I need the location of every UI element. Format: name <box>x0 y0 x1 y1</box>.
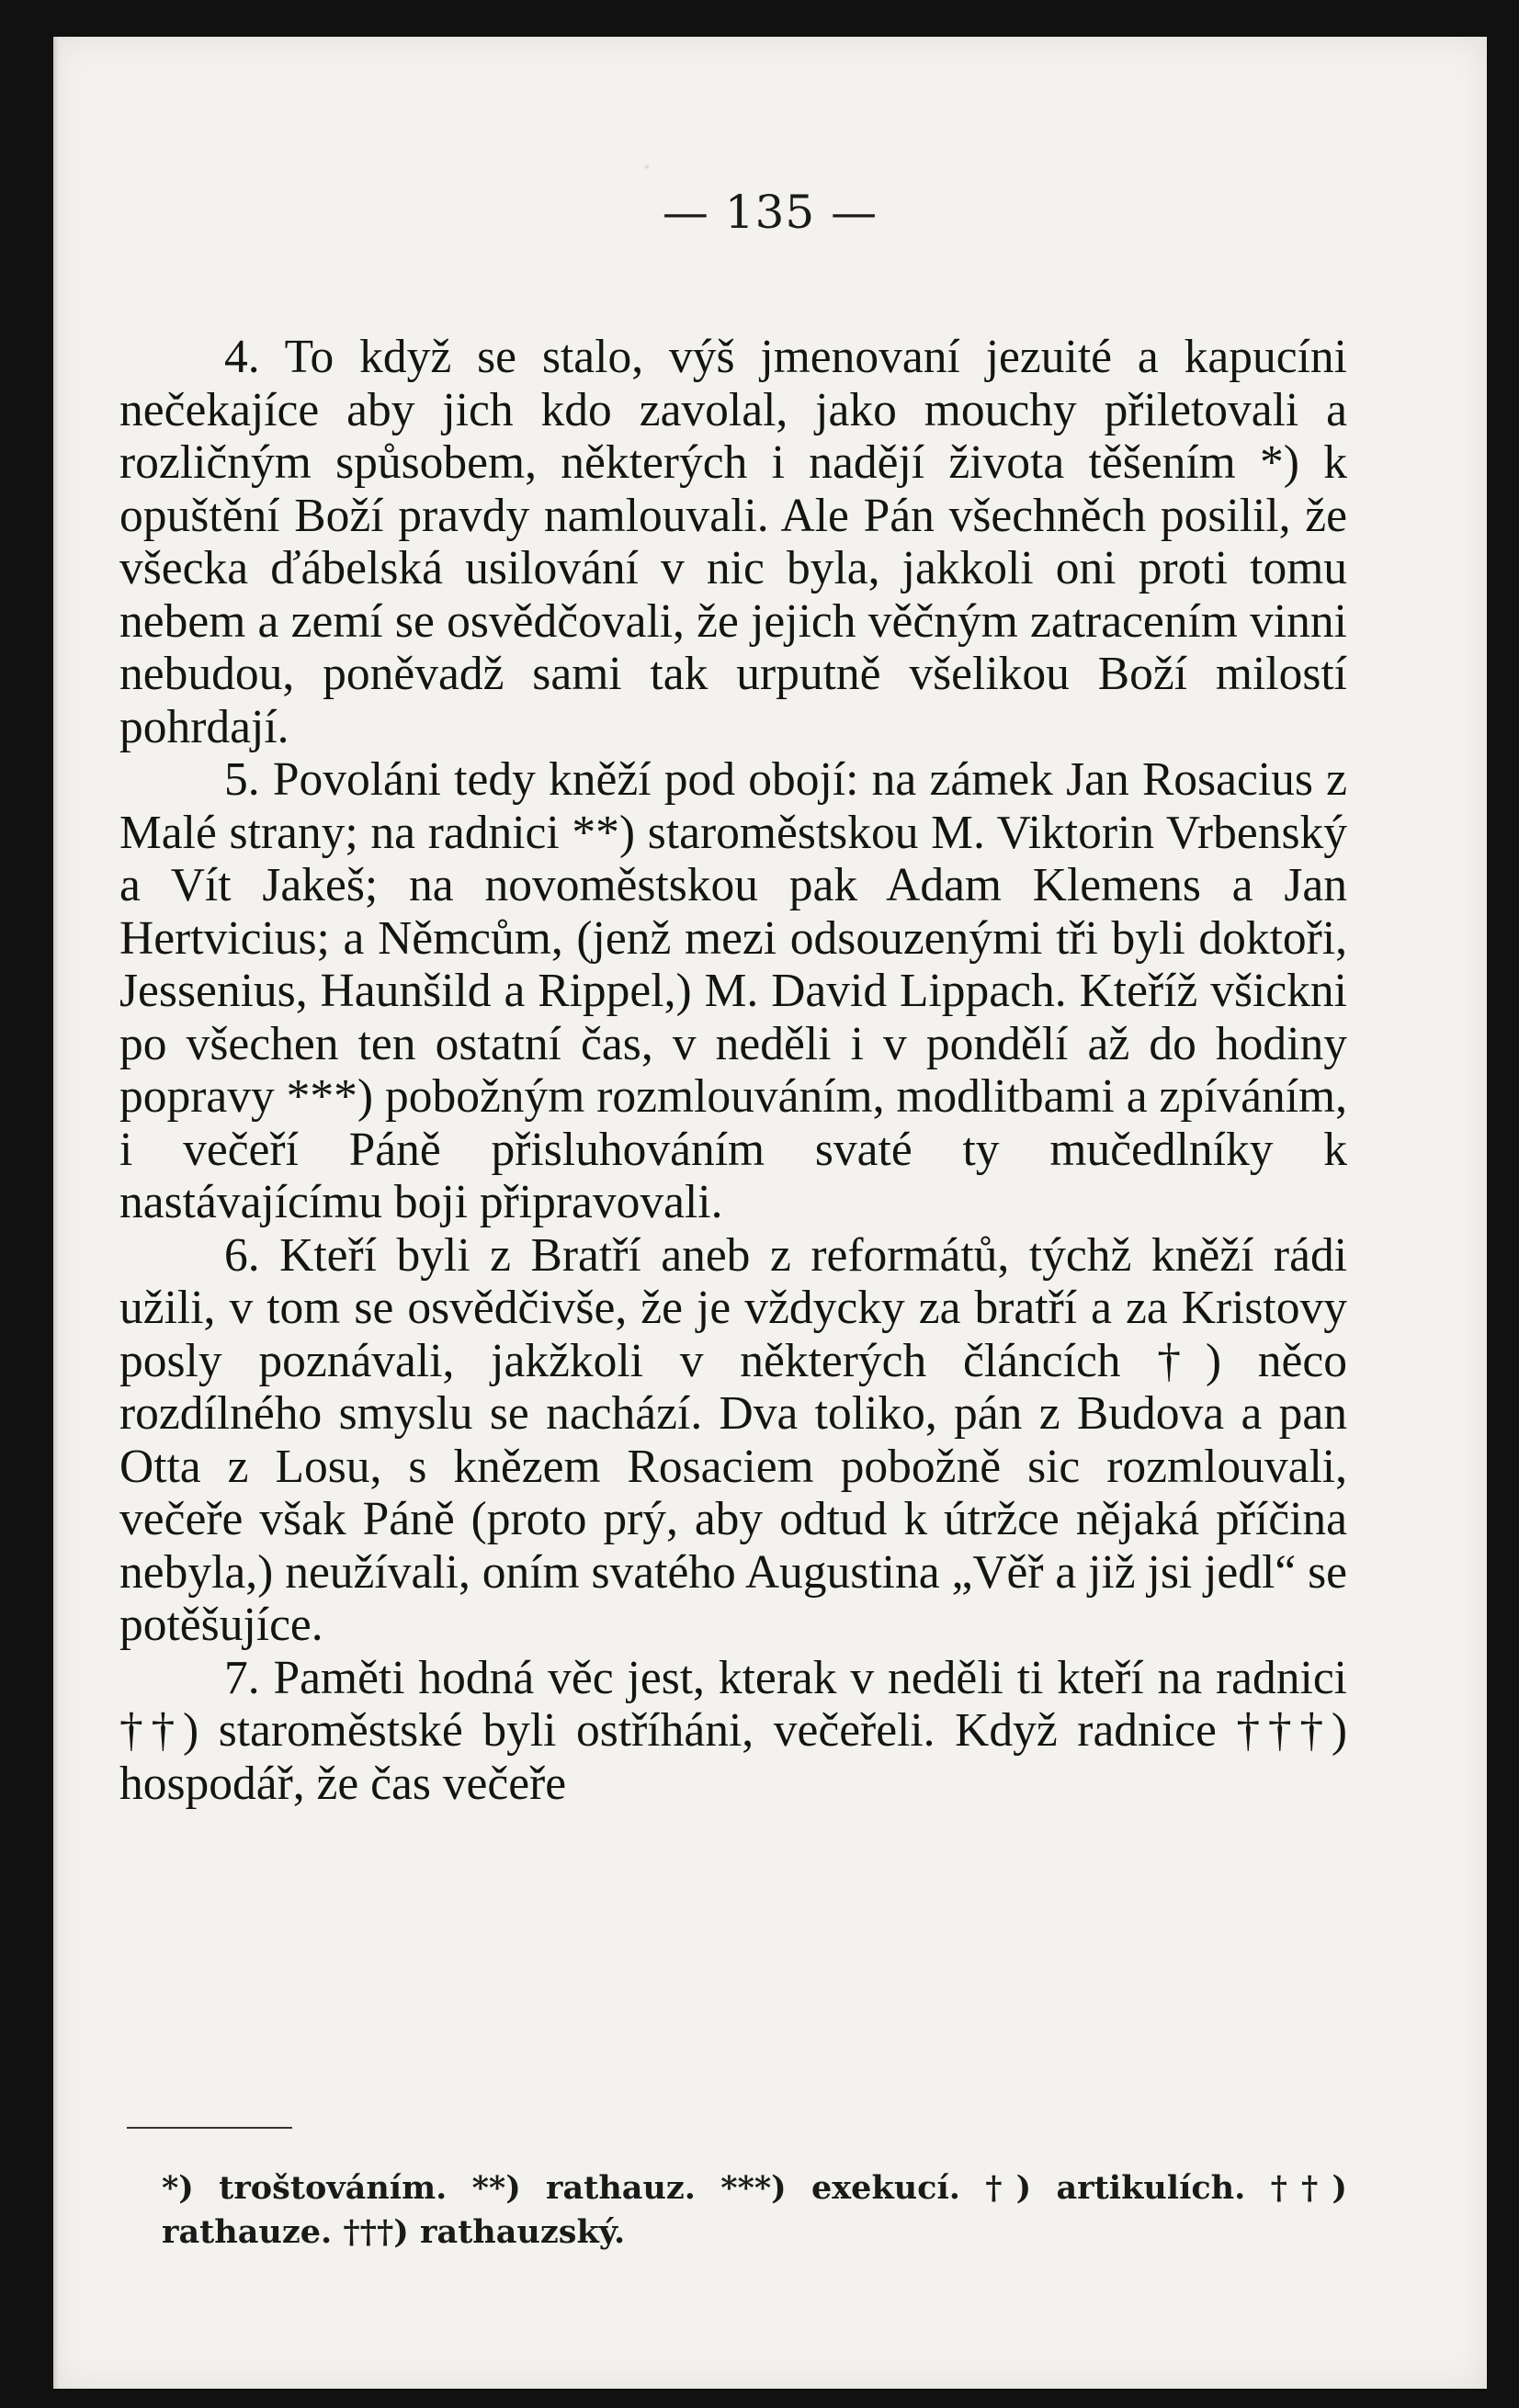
footnote-text: *) troštováním. **) rathauz. ***) exekucí. †) artikulích. ††) rathauze. †††) rathauzský. <box>162 2169 1347 2251</box>
body-text <box>119 331 1347 1810</box>
show-through-mark: · <box>641 147 653 187</box>
footnotes <box>162 2166 1347 2255</box>
footnote-rule <box>127 2127 292 2129</box>
paragraph-7: 7. Paměti hodná věc jest, kterak v neděli ti kteří na radnici ††) staroměstské byli ostříháni, večeřeli. Když radnice †††) hospodář, že čas večeře <box>119 1651 1347 1810</box>
page-edge <box>53 37 59 2389</box>
paragraph-6: 6. Kteří byli z Bratří aneb z reformátů, týchž kněží rádi užili, v tom se osvědčivše, že je vždycky za bratří a za Kristovy posly poznávali, jakžkoli v některých článcích †) něco rozdílného smyslu se nachází. Dva toliko, pán z Budova a pan Otta z Losu, s knězem Rosaciem pobožně sic rozmlouvali, večeře však Páně (proto prý, aby odtud k útržce nějaká příčina nebyla,) neužívali, oním svatého Augustina „Věř a již jsi jedl“ se potěšujíce. <box>119 1228 1347 1651</box>
paragraph-4: 4. To když se stalo, výš jmenovaní jezuité a kapucíni nečekajíce aby jich kdo zavolal, jako mouchy přiletovali a rozličným spůsobem, některých i nadějí života těšením *) k opuštění Boží pravdy namlouvali. Ale Pán všechněch posilil, že všecka ďábelská usilování v nic byla, jakkoli oni proti tomu nebem a zemí se osvědčovali, že jejich věčným zatracením vinni nebudou, poněvadž sami tak urputně všelikou Boží milostí pohrdají. <box>119 331 1347 753</box>
book-page <box>53 37 1487 2389</box>
paragraph-5: 5. Povoláni tedy kněží pod obojí: na zámek Jan Rosacius z Malé strany; na radnici **) staroměstskou M. Viktorin Vrbenský a Vít Jakeš; na novoměstskou pak Adam Klemens a Jan Hertvicius; a Němcům, (jenž mezi odsouzenými tři byli doktoři, Jessenius, Haunšild a Rippel,) M. David Lippach. Kteříž všickni po všechen ten ostatní čas, v neděli i v pondělí až do hodiny popravy ***) pobožným rozmlouváním, modlitbami a zpíváním, i večeří Páně přisluhováním svaté ty mučedlníky k nastávajícímu boji připravovali. <box>119 753 1347 1228</box>
page-number: — 135 — <box>662 186 879 239</box>
